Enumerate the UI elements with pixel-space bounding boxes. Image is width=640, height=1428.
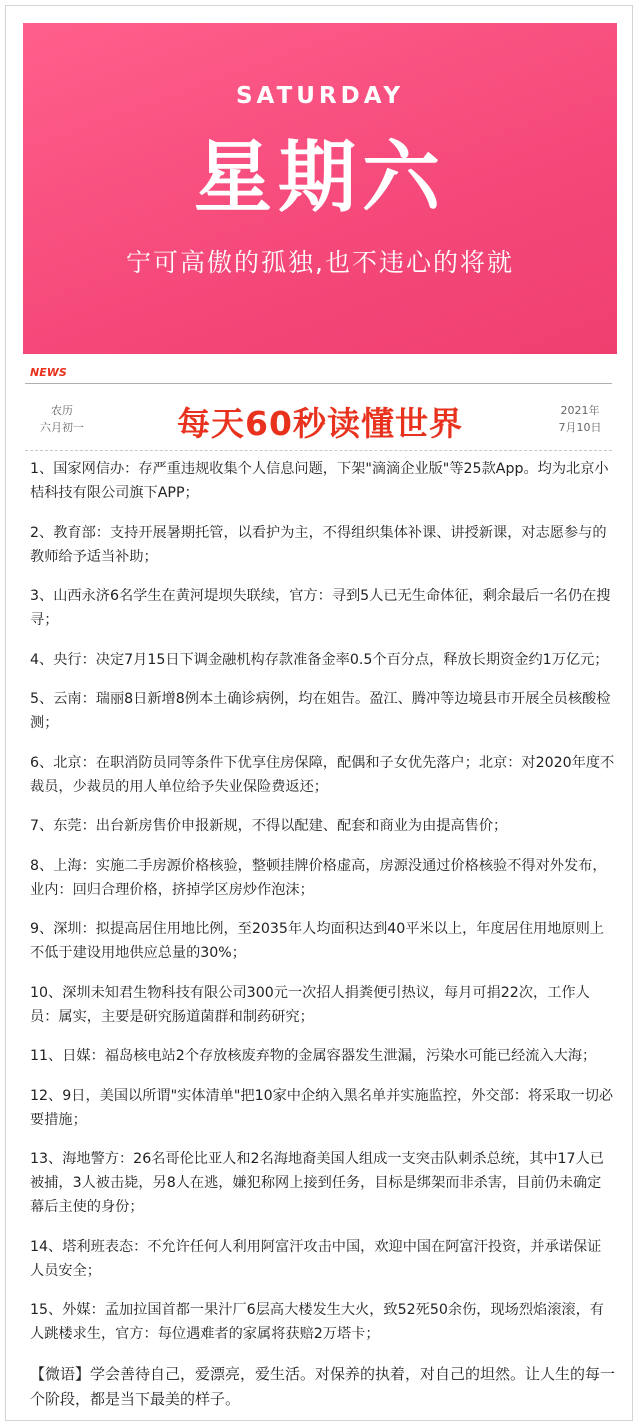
weekday-banner — [23, 23, 617, 354]
news-text: 14、塔利班表态：不允许任何人利用阿富汗攻击中国，欢迎中国在阿富汗投资，并承诺保证人员安全； — [30, 1238, 602, 1279]
news-item — [30, 687, 615, 735]
news-list — [30, 457, 615, 1412]
news-text: 11、日媒：福岛核电站2个存放核废弃物的金属容器发生泄漏，污染水可能已经流入大海； — [30, 1048, 597, 1064]
news-item — [30, 981, 615, 1029]
news-item — [30, 1084, 615, 1132]
quote-text: 【微语】学会善待自己，爱漂亮，爱生活。对保养的执着，对自己的坦然。让人生的每一个阶段，都是当下最美的样子。 — [30, 1364, 616, 1408]
news-item — [30, 648, 615, 672]
news-item — [30, 917, 615, 965]
news-text: 12、9日，美国以所谓"实体清单"把10家中企纳入黑名单并实施监控，外交部：将采取一切必要措施； — [30, 1087, 614, 1128]
news-tag: NEWS — [30, 366, 67, 379]
news-text: 9、深圳：拟提高居住用地比例，至2035年人均面积达到40平米以上，年度居住用地原则上不低于建设用地供应总量的30%； — [30, 921, 604, 961]
lunar-label: 农历 — [51, 404, 73, 417]
gregorian-date — [550, 402, 610, 436]
weekday-chinese: 星期六 — [193, 133, 446, 223]
news-text: 8、上海：实施二手房源价格核验，整顿挂牌价格虚高，房源没通过价格核验不得对外发布，业内：回归合理价格，挤掉学区房炒作泡沫； — [30, 857, 607, 898]
date-day: 7月10日 — [558, 421, 602, 434]
header-divider-bottom — [25, 450, 612, 451]
news-text: 7、东莞：出台新房售价申报新规，不得以配建、配套和商业为由提高售价； — [30, 818, 508, 834]
news-text: 1、国家网信办：存严重违规收集个人信息问题，下架"滴滴企业版"等25款App。均为北京小桔科技有限公司旗下APP； — [30, 461, 609, 501]
news-text: 4、央行：决定7月15日下调金融机构存款准备金率0.5个百分点，释放长期资金约1万亿元； — [30, 651, 609, 668]
news-item — [30, 751, 615, 799]
news-item — [30, 457, 615, 505]
news-text: 6、北京：在职消防员同等条件下优享住房保障，配偶和子女优先落户；北京：对2020年度不裁员，少裁员的用人单位给予失业保险费返还； — [30, 754, 615, 795]
header-divider-top — [25, 383, 612, 384]
lunar-day: 六月初一 — [40, 421, 84, 434]
news-text: 2、教育部：支持开展暑期托管，以看护为主，不得组织集体补课、讲授新课，对志愿参与的教师给予适当补助； — [30, 524, 607, 565]
news-item — [30, 814, 615, 838]
news-item — [30, 1235, 615, 1283]
news-item — [30, 1147, 615, 1219]
daily-quote — [30, 1362, 615, 1412]
date-year: 2021年 — [560, 404, 600, 417]
news-text: 3、山西永济6名学生在黄河堤坝失联续，官方：寻到5人已无生命体征，剩余最后一名仍在搜寻； — [30, 588, 611, 628]
news-item — [30, 521, 615, 569]
news-text: 10、深圳未知君生物科技有限公司300元一次招人捐粪便引热议，每月可捐22次，工作人员：属实，主要是研究肠道菌群和制药研究； — [30, 984, 590, 1025]
banner-motto: 宁可高傲的孤独,也不违心的将就 — [126, 248, 514, 277]
news-item — [30, 1044, 615, 1068]
news-item — [30, 1298, 615, 1346]
masthead-title: 每天60秒读懂世界 — [177, 404, 463, 443]
news-text: 15、外媒：孟加拉国首都一果汁厂6层高大楼发生大火，致52死50余伤，现场烈焰滚滚，有人跳楼求生，官方：每位遇难者的家属将获赔2万塔卡； — [30, 1302, 604, 1342]
news-item — [30, 854, 615, 902]
news-text: 5、云南：瑞丽8日新增8例本土确诊病例，均在姐告。盈江、腾冲等边境县市开展全员核酸检测； — [30, 691, 611, 731]
news-item — [30, 584, 615, 632]
weekday-english: SATURDAY — [235, 83, 404, 109]
news-text: 13、海地警方：26名哥伦比亚人和2名海地裔美国人组成一支突击队刺杀总统，其中17人已被捕，3人被击毙，另8人在逃，嫌犯称网上接到任务，目标是绑架而非杀害，目前仍未确定幕后主使的身份； — [30, 1151, 604, 1215]
